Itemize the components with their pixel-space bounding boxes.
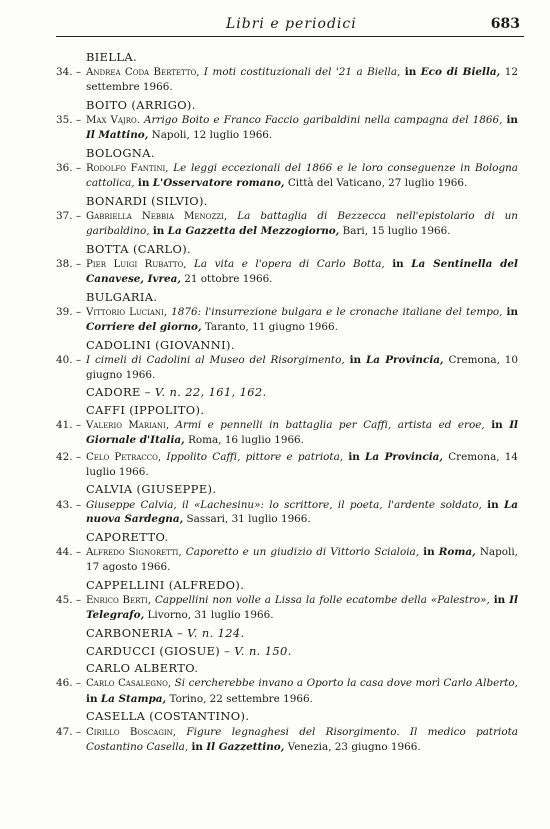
entry-source: L'Osservatore romano,	[152, 177, 285, 190]
section-heading	[56, 644, 518, 658]
entry-in: in	[392, 258, 404, 271]
entry-details: Roma, 16 luglio 1966.	[188, 434, 304, 447]
entry-details: Livorno, 31 luglio 1966.	[147, 609, 274, 622]
bibliography-entry	[56, 676, 518, 705]
section-heading	[56, 578, 518, 592]
entry-source: La nuova Sardegna,	[86, 498, 518, 525]
entry-source: La Provincia,	[365, 450, 443, 463]
entry-in: in	[86, 692, 98, 705]
entry-source: Il Telegrafo,	[86, 593, 518, 622]
bibliography-entry	[56, 418, 518, 447]
entry-in: in	[404, 65, 417, 78]
entry-title: I cimeli di Cadolini al Museo del Risorgimento,	[86, 354, 345, 367]
section-heading	[56, 482, 518, 496]
header-rule	[56, 36, 524, 37]
section-heading	[56, 98, 518, 112]
cross-reference: V. n. 150.	[234, 643, 292, 658]
bibliography-entry	[56, 113, 518, 142]
entry-title: La vita e l'opera di Carlo Botta,	[194, 258, 385, 271]
bibliography-entry	[56, 450, 518, 479]
heading-text: BOITO (ARRIGO).	[86, 97, 196, 112]
section-heading	[56, 338, 518, 352]
entry-number: 47. –	[56, 725, 82, 738]
entry-source: Il Gazzettino,	[206, 740, 285, 753]
heading-text: CARBONERIA –	[86, 625, 184, 640]
entry-author: Gabriella Nebbia Menozzi,	[86, 211, 228, 223]
entry-title: Si cercherebbe invano a Oporto la casa dove morì Carlo Alberto,	[174, 677, 518, 690]
entry-details: 12 settembre 1966.	[86, 65, 518, 93]
entry-title: 1876: l'insurrezione bulgara e le cronache italiane del tempo,	[171, 306, 503, 319]
entry-number: 44. –	[56, 545, 82, 558]
entry-details: Città del Vaticano, 27 luglio 1966.	[287, 177, 468, 190]
section-heading	[56, 709, 518, 723]
section-heading	[56, 50, 518, 64]
heading-text: CARDUCCI (GIOSUE) –	[86, 643, 231, 658]
entry-number: 37. –	[56, 210, 82, 223]
entry-author: Rodolfo Fantini,	[86, 162, 169, 174]
entry-in: in	[191, 740, 203, 753]
section-heading	[56, 530, 518, 544]
entry-author: Andrea Coda Bertetto,	[86, 66, 200, 78]
bibliography-entry	[56, 498, 518, 526]
heading-text: CAPORETTO.	[86, 529, 169, 544]
entry-number: 46. –	[56, 677, 82, 690]
entry-details: Napoli, 17 agosto 1966.	[86, 545, 518, 573]
entry-source: Il Mattino,	[86, 129, 149, 142]
entry-in: in	[137, 177, 150, 190]
entry-title: Arrigo Boito e Franco Faccio garibaldini nella campagna del 1866,	[144, 113, 503, 126]
entry-source: Eco di Biella,	[420, 65, 501, 78]
entry-number: 39. –	[56, 306, 82, 319]
entry-in: in	[506, 306, 519, 319]
entry-details: Taranto, 11 giugno 1966.	[204, 321, 338, 334]
entry-details: Torino, 22 settembre 1966.	[169, 692, 313, 705]
section-heading	[56, 194, 518, 208]
bibliography-list	[56, 46, 518, 756]
section-heading	[56, 146, 518, 160]
heading-text: BULGARIA.	[86, 290, 158, 305]
entry-in: in	[491, 419, 503, 432]
section-heading	[56, 626, 518, 640]
heading-text: CADORE –	[86, 385, 151, 400]
entry-title: I moti costituzionali del '21 a Biella,	[203, 65, 401, 78]
bibliography-entry	[56, 545, 518, 574]
heading-text: BOLOGNA.	[86, 145, 155, 160]
entry-number: 40. –	[56, 354, 82, 367]
entry-in: in	[348, 450, 360, 463]
entry-details: Cremona, 14 luglio 1966.	[86, 450, 519, 478]
entry-source: Il Giornale d'Italia,	[86, 419, 518, 447]
entry-title: La battaglia di Bezzecca nell'epistolario di un garibaldino,	[86, 210, 518, 238]
entry-in: in	[506, 113, 518, 126]
entry-source: Roma,	[438, 545, 476, 558]
page-header	[0, 16, 550, 38]
entry-details: Venezia, 23 giugno 1966.	[287, 740, 421, 753]
heading-text: BONARDI (SILVIO).	[86, 193, 208, 208]
bibliography-entry	[56, 353, 518, 381]
entry-title: Caporetto e un giudizio di Vittorio Scialoia,	[185, 545, 420, 558]
entry-source: La Provincia,	[365, 354, 444, 367]
cross-reference: V. n. 22, 161, 162.	[154, 385, 267, 400]
entry-number: 42. –	[56, 450, 82, 463]
entry-source: La Sentinella del Canavese, Ivrea,	[86, 258, 518, 286]
entry-author: Enrico Berti,	[86, 594, 151, 606]
heading-text: CALVIA (GIUSEPPE).	[86, 482, 217, 497]
cross-reference: V. n. 124.	[187, 625, 245, 640]
entry-title: Ippolito Caffi, pittore e patriota,	[166, 450, 344, 463]
bibliography-entry	[56, 305, 518, 334]
entry-author: Valerio Mariani,	[86, 420, 170, 432]
entry-number: 45. –	[56, 593, 82, 606]
entry-author: Carlo Casalegno,	[86, 678, 172, 690]
entry-details: Bari, 15 luglio 1966.	[342, 225, 451, 238]
bibliography-entry	[56, 209, 518, 238]
entry-in: in	[423, 545, 435, 558]
entry-number: 43. –	[56, 498, 82, 511]
section-heading	[56, 290, 518, 304]
heading-text: BIELLA.	[86, 49, 137, 64]
heading-text: CADOLINI (GIOVANNI).	[86, 338, 235, 353]
entry-details: 21 ottobre 1966.	[184, 273, 273, 286]
page-number: 683	[490, 16, 520, 32]
bibliography-entry	[56, 65, 518, 94]
entry-number: 35. –	[56, 113, 82, 126]
entry-in: in	[487, 498, 499, 511]
heading-text: BOTTA (CARLO).	[86, 241, 192, 256]
heading-text: CAFFI (IPPOLITO).	[86, 402, 205, 417]
entry-source: La Gazzetta del Mezzogiorno,	[167, 225, 340, 238]
entry-in: in	[152, 225, 165, 238]
entry-number: 38. –	[56, 258, 82, 271]
bibliography-entry	[56, 161, 518, 190]
entry-author: Celo Petracco,	[86, 451, 162, 463]
heading-text: CAPPELLINI (ALFREDO).	[86, 577, 245, 592]
heading-text: CARLO ALBERTO.	[86, 661, 199, 676]
running-head: Libri e periodici	[226, 16, 357, 32]
bibliography-entry	[56, 257, 518, 286]
entry-source: La Stampa,	[100, 692, 167, 705]
entry-details: Cremona, 10 giugno 1966.	[86, 354, 519, 381]
entry-in: in	[349, 354, 362, 367]
section-heading	[56, 242, 518, 256]
bibliography-entry	[56, 593, 518, 622]
entry-number: 34. –	[56, 65, 82, 78]
entry-author: Vittorio Luciani,	[86, 307, 168, 319]
entry-source: Corriere del giorno,	[86, 321, 202, 334]
section-heading	[56, 385, 518, 399]
section-heading	[56, 403, 518, 417]
entry-title: Armi e pennelli in battaglia per Caffi, artista ed eroe,	[175, 419, 485, 432]
entry-author: Cirillo Boscagin,	[86, 726, 177, 738]
entry-title: Giuseppe Calvia, il «Lachesinu»: lo scrittore, il poeta, l'ardente soldato,	[86, 498, 482, 511]
heading-text: CASELLA (COSTANTINO).	[86, 709, 250, 724]
entry-details: Napoli, 12 luglio 1966.	[151, 129, 273, 142]
bibliography-entry	[56, 725, 518, 754]
entry-number: 36. –	[56, 161, 82, 174]
entry-title: Cappellini non volle a Lissa la folle ecatombe della «Palestro»,	[154, 593, 490, 606]
entry-author: Max Vajro.	[86, 114, 140, 126]
entry-in: in	[493, 593, 506, 606]
entry-details: Sassari, 31 luglio 1966.	[186, 512, 311, 525]
entry-author: Alfredo Signoretti,	[86, 546, 182, 558]
entry-title: Le leggi eccezionali del 1866 e le loro conseguenze in Bologna cattolica,	[86, 161, 518, 190]
entry-author: Pier Luigi Rubatto,	[86, 259, 187, 271]
section-heading	[56, 661, 518, 675]
entry-title: Figure legnaghesi del Risorgimento. Il medico patriota Costantino Casella,	[86, 725, 519, 753]
entry-number: 41. –	[56, 419, 82, 432]
